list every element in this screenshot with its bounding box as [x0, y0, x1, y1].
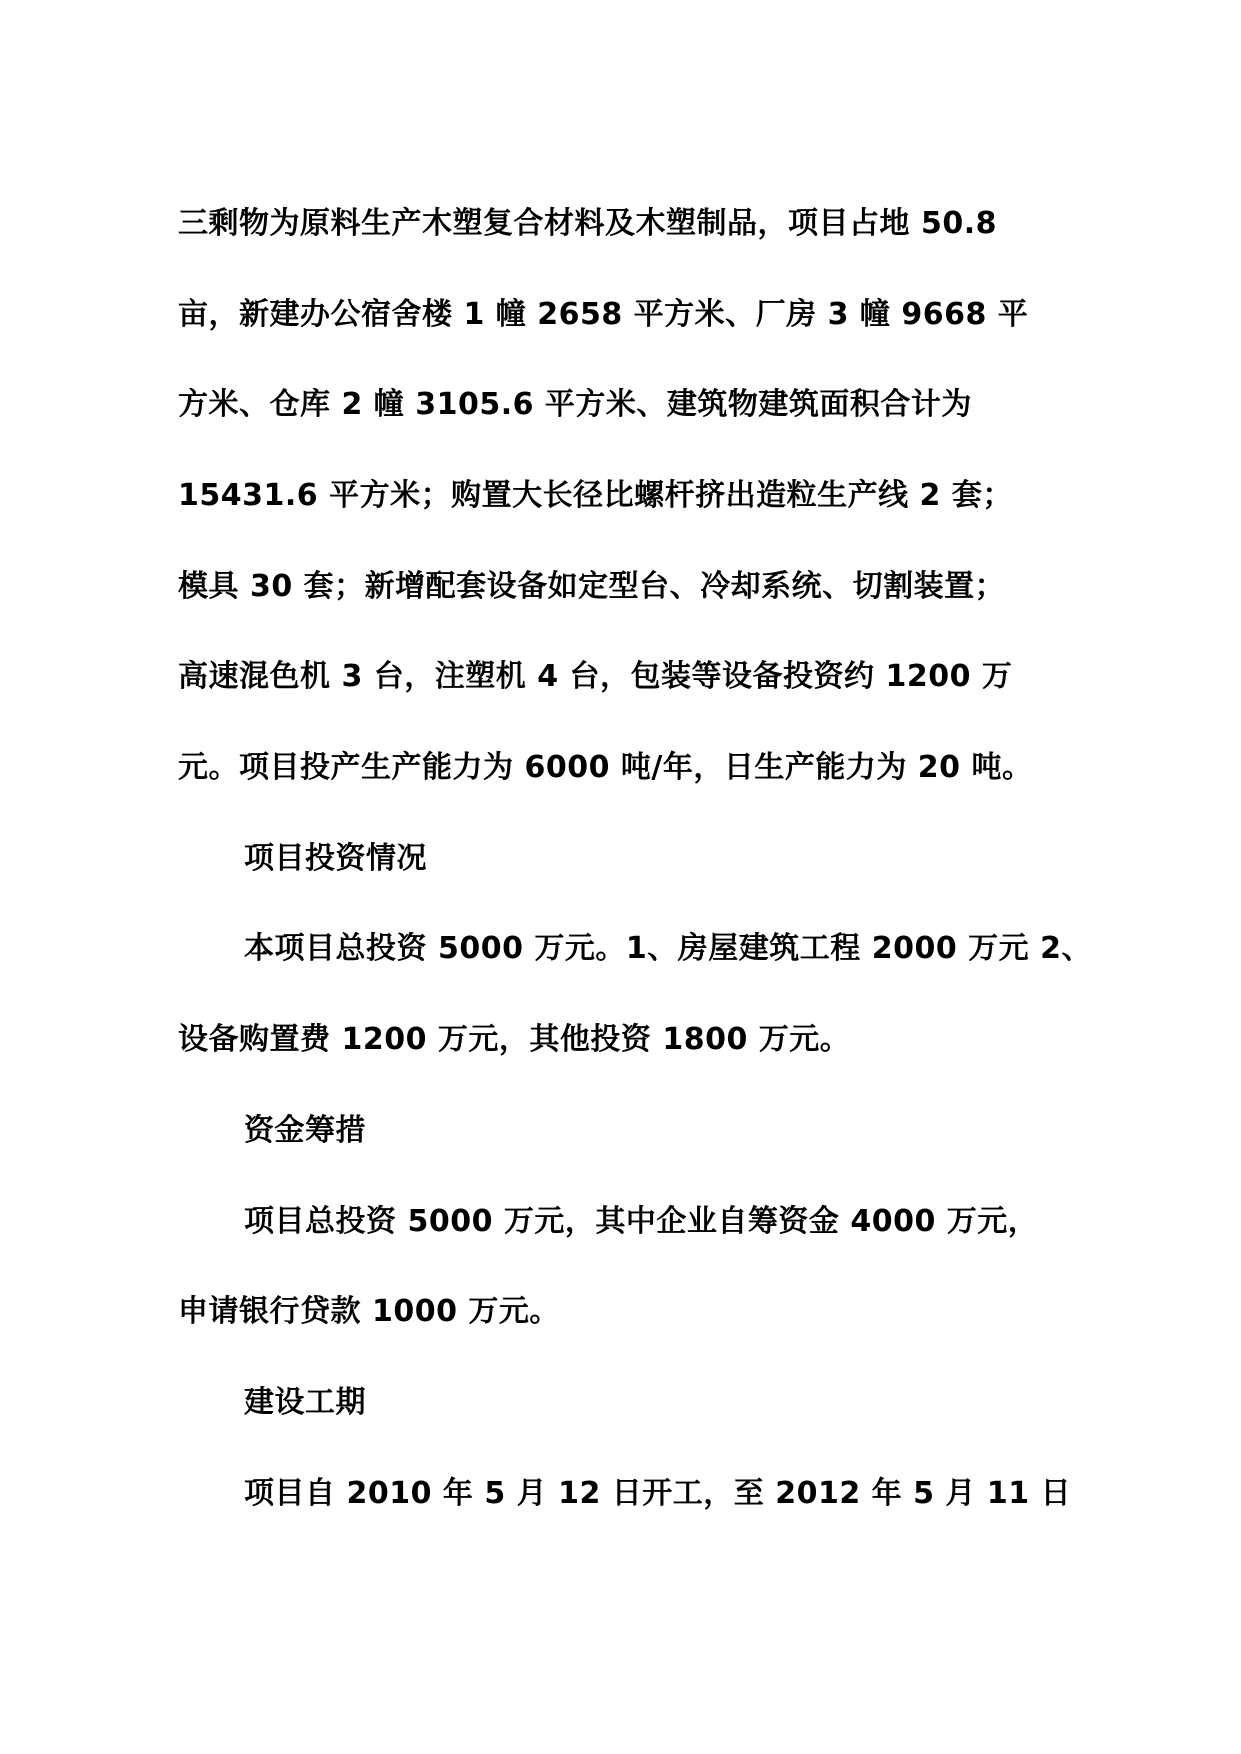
body-text-line: 模具 30 套；新增配套设备如定型台、冷却系统、切割装置； [178, 569, 1006, 604]
body-text-line: 高速混色机 3 台，注塑机 4 台，包装等设备投资约 1200 万 [178, 659, 1013, 694]
section-heading-investment: 项目投资情况 [244, 841, 427, 876]
body-text-line: 项目自 2010 年 5 月 12 日开工，至 2012 年 5 月 11 日 [244, 1476, 1072, 1511]
body-text-line: 三剩物为原料生产木塑复合材料及木塑制品，项目占地 50.8 [178, 206, 997, 241]
body-text-line: 方米、仓库 2 幢 3105.6 平方米、建筑物建筑面积合计为 [178, 387, 972, 422]
body-text-line: 本项目总投资 5000 万元。1、房屋建筑工程 2000 万元 2、 [244, 931, 1092, 966]
body-text-line: 设备购置费 1200 万元，其他投资 1800 万元。 [178, 1022, 851, 1057]
body-text-line: 亩，新建办公宿舍楼 1 幢 2658 平方米、厂房 3 幢 9668 平 [178, 297, 1029, 332]
body-text-line: 申请银行贷款 1000 万元。 [178, 1294, 560, 1329]
body-text-line: 元。项目投产生产能力为 6000 吨/年，日生产能力为 20 吨。 [178, 750, 1033, 785]
section-heading-funding: 资金筹措 [244, 1113, 366, 1148]
body-text-line: 15431.6 平方米；购置大长径比螺杆挤出造粒生产线 2 套； [178, 478, 1013, 513]
section-heading-schedule: 建设工期 [244, 1385, 366, 1420]
body-text-line: 项目总投资 5000 万元，其中企业自筹资金 4000 万元， [244, 1204, 1039, 1239]
